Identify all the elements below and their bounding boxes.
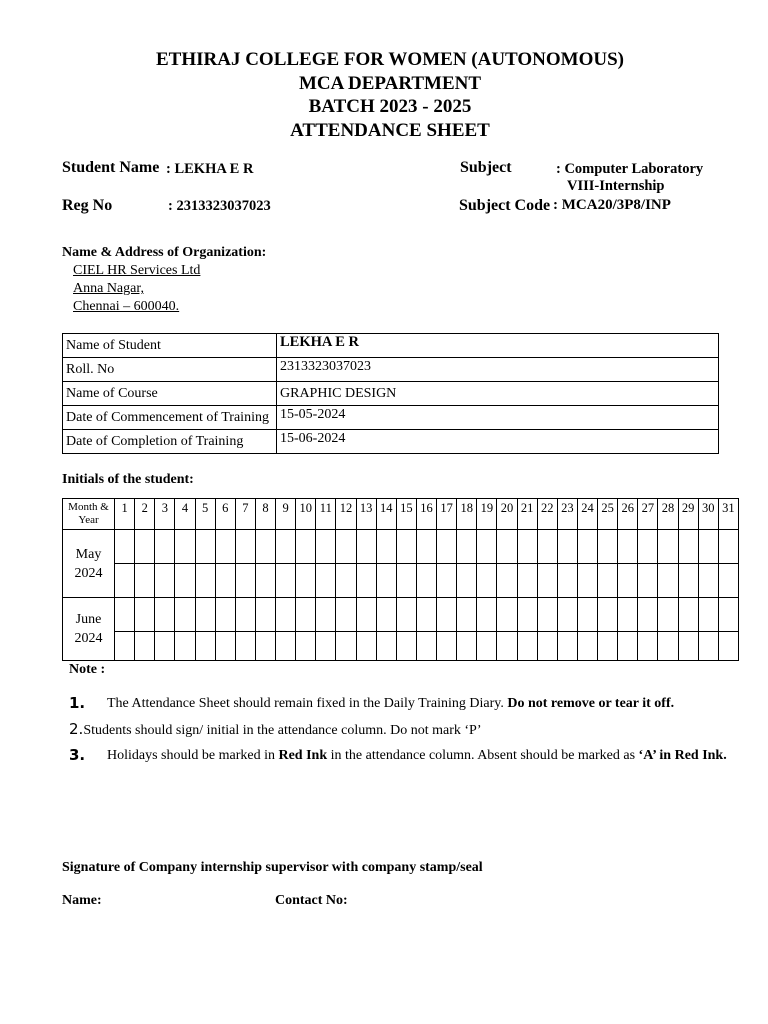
attendance-cell[interactable] [115,564,135,598]
table-row [63,406,719,430]
attendance-cell[interactable] [356,564,376,598]
attendance-cell[interactable] [175,530,195,564]
month-year: 2024 [74,631,103,646]
attendance-cell[interactable] [296,564,316,598]
table-row [63,334,719,358]
attendance-cell[interactable] [678,564,698,598]
table-row [63,598,739,632]
attendance-cell[interactable] [235,632,255,661]
note-bold-part: Do not remove or tear it off. [507,696,675,711]
attendance-cell[interactable] [437,530,457,564]
attendance-cell[interactable] [557,632,577,661]
attendance-cell[interactable] [276,564,296,598]
note-label: Note : [69,662,106,677]
month-cell [63,598,115,661]
attendance-cell[interactable] [396,564,416,598]
day-header: 20 [497,499,517,530]
attendance-cell[interactable] [175,632,195,661]
attendance-cell[interactable] [115,530,135,564]
attendance-cell[interactable] [255,598,275,632]
attendance-cell[interactable] [376,564,396,598]
attendance-cell[interactable] [215,632,235,661]
day-header: 6 [215,499,235,530]
day-header: 4 [175,499,195,530]
attendance-cell[interactable] [437,632,457,661]
attendance-cell[interactable] [517,598,537,632]
row-value: 15-05-2024 [277,406,719,430]
attendance-cell[interactable] [416,632,436,661]
organization-label: Name & Address of Organization: [62,245,267,260]
day-header: 1 [115,499,135,530]
attendance-cell[interactable] [718,632,738,661]
subject-label: Subject [460,159,512,176]
attendance-cell[interactable] [477,598,497,632]
attendance-cell[interactable] [235,564,255,598]
attendance-cell[interactable] [356,530,376,564]
attendance-cell[interactable] [618,632,638,661]
attendance-cell[interactable] [638,598,658,632]
subject-value-line1: : Computer Laboratory [556,161,704,177]
table-row [63,358,719,382]
attendance-cell[interactable] [336,564,356,598]
attendance-cell[interactable] [155,632,175,661]
attendance-cell[interactable] [195,564,215,598]
attendance-cell[interactable] [658,632,678,661]
attendance-cell[interactable] [255,632,275,661]
attendance-cell[interactable] [678,632,698,661]
attendance-cell[interactable] [155,598,175,632]
organization-line: CIEL HR Services Ltd [73,263,201,278]
row-label: Roll. No [63,358,277,382]
row-value: 2313323037023 [277,358,719,382]
attendance-cell[interactable] [175,564,195,598]
attendance-cell[interactable] [255,530,275,564]
attendance-cell[interactable] [376,632,396,661]
reg-no-value: : 2313323037023 [168,198,271,214]
attendance-cell[interactable] [135,530,155,564]
attendance-cell[interactable] [316,564,336,598]
attendance-cell[interactable] [557,564,577,598]
note-number: 2. [69,720,84,738]
attendance-cell[interactable] [316,632,336,661]
attendance-cell[interactable] [718,530,738,564]
attendance-cell[interactable] [598,598,618,632]
attendance-cell[interactable] [316,530,336,564]
attendance-cell[interactable] [457,598,477,632]
student-info-table [62,333,719,454]
note-number: 1. [69,694,86,712]
organization-line: Chennai – 600040. [73,299,180,314]
attendance-cell[interactable] [577,598,597,632]
attendance-cell[interactable] [376,598,396,632]
reg-no-label: Reg No [62,197,113,214]
attendance-cell[interactable] [416,598,436,632]
attendance-cell[interactable] [296,598,316,632]
subject-value-line2: VIII-Internship [567,178,665,194]
row-label: Date of Commencement of Training [63,406,277,430]
day-header: 14 [376,499,396,530]
attendance-cell[interactable] [336,598,356,632]
day-header: 30 [698,499,718,530]
attendance-cell[interactable] [135,632,155,661]
attendance-cell[interactable] [135,598,155,632]
attendance-cell[interactable] [316,598,336,632]
department-name: MCA DEPARTMENT [298,73,482,94]
attendance-cell[interactable] [396,530,416,564]
attendance-cell[interactable] [276,632,296,661]
day-header: 27 [638,499,658,530]
attendance-cell[interactable] [718,598,738,632]
supervisor-name-label: Name: [62,893,102,908]
row-value: 15-06-2024 [277,430,719,454]
attendance-cell[interactable] [497,564,517,598]
attendance-cell[interactable] [537,632,557,661]
contact-no-label: Contact No: [275,893,348,908]
attendance-cell[interactable] [598,530,618,564]
attendance-cell[interactable] [376,530,396,564]
note-item [69,746,85,765]
attendance-cell[interactable] [416,564,436,598]
note-text-part: The Attendance Sheet should remain fixed in the Daily Training Diary. [107,696,508,711]
attendance-cell[interactable] [577,530,597,564]
attendance-cell[interactable] [698,564,718,598]
attendance-cell[interactable] [255,564,275,598]
note-bold-part: ‘A’ in Red Ink. [638,748,727,763]
table-row [63,564,739,598]
note-text-part: in the attendance column. Absent should be marked as [327,748,639,763]
attendance-cell[interactable] [195,632,215,661]
page-title: ATTENDANCE SHEET [290,120,490,141]
attendance-cell[interactable] [195,598,215,632]
attendance-cell[interactable] [698,598,718,632]
attendance-cell[interactable] [638,564,658,598]
attendance-cell[interactable] [658,564,678,598]
day-header: 24 [577,499,597,530]
attendance-cell[interactable] [276,598,296,632]
attendance-cell[interactable] [235,530,255,564]
month-cell [63,530,115,598]
attendance-cell[interactable] [215,530,235,564]
attendance-cell[interactable] [396,632,416,661]
day-header: 25 [598,499,618,530]
day-header: 17 [437,499,457,530]
note-text: Students should sign/ initial in the attendance column. Do not mark ‘P’ [83,723,482,738]
table-row [63,632,739,661]
attendance-cell[interactable] [155,530,175,564]
batch: BATCH 2023 - 2025 [308,96,472,117]
attendance-cell[interactable] [457,632,477,661]
day-header: 11 [316,499,336,530]
day-header: 7 [235,499,255,530]
attendance-cell[interactable] [356,598,376,632]
attendance-cell[interactable] [577,564,597,598]
day-header: 9 [276,499,296,530]
day-header: 19 [477,499,497,530]
attendance-cell[interactable] [638,530,658,564]
day-header: 3 [155,499,175,530]
attendance-cell[interactable] [678,598,698,632]
attendance-cell[interactable] [658,598,678,632]
attendance-table [62,498,739,661]
attendance-cell[interactable] [497,632,517,661]
note-text [107,696,674,712]
attendance-cell[interactable] [618,530,638,564]
month-name: June [75,612,102,627]
day-header: 23 [557,499,577,530]
attendance-cell[interactable] [215,598,235,632]
note-bold-part: Red Ink [278,748,328,763]
day-header: 18 [457,499,477,530]
day-header: 10 [296,499,316,530]
attendance-cell[interactable] [557,530,577,564]
day-header: 26 [618,499,638,530]
attendance-cell[interactable] [356,632,376,661]
row-label: Name of Course [63,382,277,406]
row-value: LEKHA E R [277,334,719,358]
attendance-cell[interactable] [477,564,497,598]
attendance-cell[interactable] [618,598,638,632]
attendance-cell[interactable] [296,632,316,661]
student-name-value: : LEKHA E R [166,161,254,177]
day-header: 21 [517,499,537,530]
day-header: 16 [416,499,436,530]
attendance-cell[interactable] [557,598,577,632]
table-row [63,430,719,454]
table-row [63,499,739,530]
month-year-header: Month & Year [63,499,115,530]
note-text [107,748,727,764]
note-item [69,720,481,739]
attendance-cell[interactable] [598,564,618,598]
attendance-cell[interactable] [537,598,557,632]
row-label: Date of Completion of Training [63,430,277,454]
attendance-cell[interactable] [276,530,296,564]
row-label: Name of Student [63,334,277,358]
day-header: 28 [658,499,678,530]
day-header: 22 [537,499,557,530]
attendance-cell[interactable] [598,632,618,661]
day-header: 12 [336,499,356,530]
note-item [69,694,85,713]
attendance-cell[interactable] [195,530,215,564]
subject-code-value: : MCA20/3P8/INP [553,197,671,213]
attendance-cell[interactable] [698,530,718,564]
subject-code-label: Subject Code [459,197,551,214]
row-value: GRAPHIC DESIGN [277,382,719,406]
attendance-cell[interactable] [517,632,537,661]
attendance-cell[interactable] [517,530,537,564]
attendance-cell[interactable] [135,564,155,598]
attendance-cell[interactable] [497,530,517,564]
attendance-cell[interactable] [115,598,135,632]
attendance-cell[interactable] [416,530,436,564]
day-header: 29 [678,499,698,530]
attendance-cell[interactable] [396,598,416,632]
attendance-cell[interactable] [678,530,698,564]
attendance-cell[interactable] [175,598,195,632]
attendance-cell[interactable] [336,530,356,564]
attendance-cell[interactable] [477,530,497,564]
day-header: 2 [135,499,155,530]
attendance-cell[interactable] [155,564,175,598]
day-header: 5 [195,499,215,530]
attendance-cell[interactable] [457,530,477,564]
day-header: 15 [396,499,416,530]
table-row [63,530,739,564]
attendance-cell[interactable] [215,564,235,598]
attendance-cell[interactable] [718,564,738,598]
attendance-cell[interactable] [477,632,497,661]
attendance-cell[interactable] [437,564,457,598]
attendance-cell[interactable] [537,564,557,598]
attendance-cell[interactable] [698,632,718,661]
attendance-cell[interactable] [618,564,638,598]
day-header: 13 [356,499,376,530]
attendance-cell[interactable] [457,564,477,598]
note-number: 3. [69,746,86,764]
attendance-cell[interactable] [577,632,597,661]
attendance-cell[interactable] [235,598,255,632]
initials-label: Initials of the student: [62,472,194,487]
college-name: ETHIRAJ COLLEGE FOR WOMEN (AUTONOMOUS) [155,49,624,70]
table-row [63,382,719,406]
attendance-cell[interactable] [638,632,658,661]
organization-line: Anna Nagar, [73,281,144,296]
student-name-label: Student Name [62,159,160,176]
attendance-cell[interactable] [658,530,678,564]
day-header: 8 [255,499,275,530]
signature-label: Signature of Company internship supervisor with company stamp/seal [62,860,483,875]
attendance-cell[interactable] [336,632,356,661]
day-header: 31 [718,499,738,530]
attendance-cell[interactable] [437,598,457,632]
attendance-cell[interactable] [517,564,537,598]
month-year: 2024 [74,565,103,581]
attendance-cell[interactable] [497,598,517,632]
attendance-cell[interactable] [296,530,316,564]
month-name: May [75,546,102,562]
attendance-cell[interactable] [537,530,557,564]
attendance-cell[interactable] [115,632,135,661]
note-text-part: Holidays should be marked in [107,748,279,763]
